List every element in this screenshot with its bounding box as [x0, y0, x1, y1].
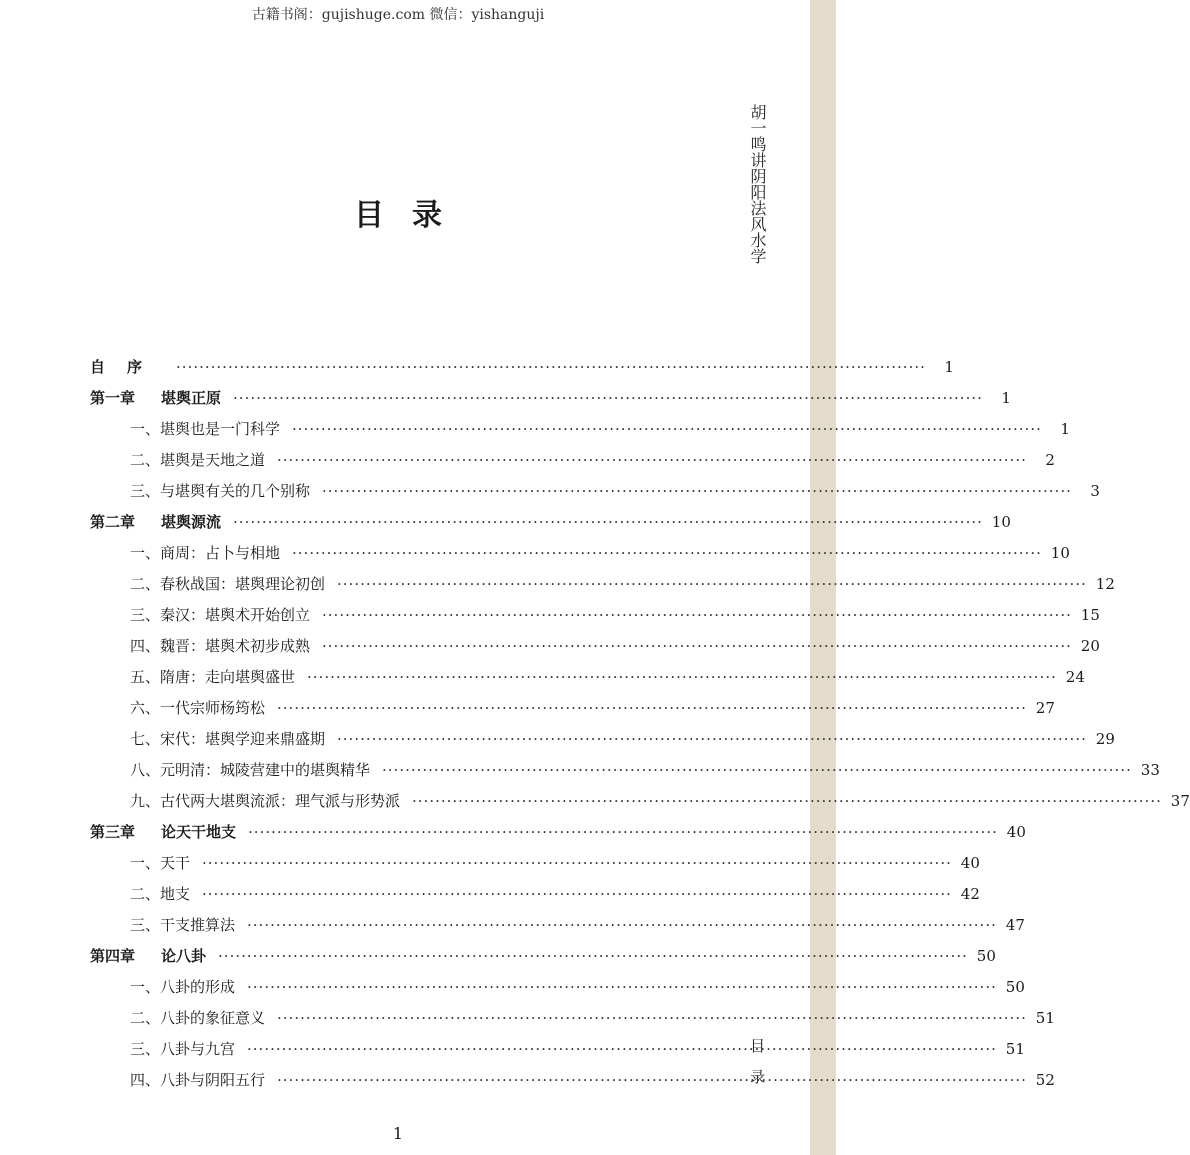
toc-page-number: 52: [1035, 1071, 1055, 1089]
toc-page-number: 40: [1006, 823, 1026, 841]
toc-entry-title: 三、干支推算法: [130, 916, 236, 934]
toc-leader-dots: ··································································································································: [292, 420, 1042, 438]
toc-entry-title: 第四章 论八卦: [90, 947, 207, 965]
toc-page-number: 50: [976, 947, 996, 965]
toc-leader-dots: ··································································································································: [218, 947, 968, 965]
toc-entry-title: 一、八卦的形成: [130, 978, 236, 996]
toc-section[interactable]: [90, 786, 1190, 817]
toc-leader-dots: ··································································································································: [277, 451, 1027, 469]
toc-page-number: 10: [1050, 544, 1070, 562]
toc-entry-title: 四、魏晋：堪舆术初步成熟: [130, 637, 311, 655]
toc-entry-title: 自序: [90, 358, 165, 376]
toc-leader-dots: ··································································································································: [247, 1040, 997, 1058]
toc-section[interactable]: [90, 755, 1160, 786]
toc-entry-title: 二、堪舆是天地之道: [130, 451, 266, 469]
toc-page-number: 27: [1035, 699, 1055, 717]
toc-leader-dots: ··································································································································: [322, 606, 1072, 624]
toc-leader-dots: ··································································································································: [248, 823, 998, 841]
toc-entry-title: 三、与堪舆有关的几个别称: [130, 482, 311, 500]
toc-section[interactable]: [90, 476, 1100, 507]
toc-page-number: 51: [1005, 1040, 1025, 1058]
toc-leader-dots: ··································································································································: [292, 544, 1042, 562]
toc-page-number: 42: [960, 885, 980, 903]
toc-chapter-1[interactable]: [90, 383, 1011, 414]
toc-entry-title: 一、天干: [130, 854, 191, 872]
toc-page-number: 12: [1095, 575, 1115, 593]
toc-section[interactable]: [90, 724, 1115, 755]
toc-leader-dots: ··································································································································: [322, 637, 1072, 655]
toc-leader-dots: ··································································································································: [337, 730, 1087, 748]
toc-section[interactable]: [90, 910, 1025, 941]
toc-entry-title: 一、堪舆也是一门科学: [130, 420, 281, 438]
toc-chapter-4[interactable]: [90, 941, 996, 972]
toc-page-number: 37: [1170, 792, 1190, 810]
toc-leader-dots: ··································································································································: [322, 482, 1072, 500]
toc-chapter-2[interactable]: [90, 507, 1011, 538]
toc-leader-dots: ··································································································································: [382, 761, 1132, 779]
toc-page-number: 24: [1065, 668, 1085, 686]
toc-page-number: 33: [1140, 761, 1160, 779]
toc-section[interactable]: [90, 631, 1100, 662]
toc-page-number: 47: [1005, 916, 1025, 934]
toc-entry-title: 二、地支: [130, 885, 191, 903]
book-title-vertical: 胡一鸣讲阴阳法风水学: [748, 104, 767, 264]
toc-page-number: 1: [1001, 389, 1011, 407]
toc-entry-title: 第三章 论天干地支: [90, 823, 237, 841]
toc-section[interactable]: [90, 445, 1055, 476]
toc-entry-title: 第一章 堪舆正原: [90, 389, 222, 407]
toc-page-number: 50: [1005, 978, 1025, 996]
section-label-vertical: 目录: [748, 1038, 766, 1100]
toc-section[interactable]: [90, 972, 1025, 1003]
toc-leader-dots: ··································································································································: [277, 1071, 1027, 1089]
toc-entry-title: 五、隋唐：走向堪舆盛世: [130, 668, 296, 686]
toc-entry-title: 二、八卦的象征意义: [130, 1009, 266, 1027]
toc-section[interactable]: [90, 662, 1085, 693]
toc-entry-title: 七、宋代：堪舆学迎来鼎盛期: [130, 730, 326, 748]
toc-entry-title: 四、八卦与阴阳五行: [130, 1071, 266, 1089]
toc-entry-title: 九、古代两大堪舆流派：理气派与形势派: [130, 792, 401, 810]
toc-leader-dots: ··································································································································: [307, 668, 1057, 686]
toc-page-number: 3: [1090, 482, 1100, 500]
toc-section[interactable]: [90, 848, 980, 879]
page-number: 1: [392, 1124, 404, 1143]
toc-entry-title: 三、秦汉：堪舆术开始创立: [130, 606, 311, 624]
toc-page-number: 15: [1080, 606, 1100, 624]
toc-leader-dots: ··································································································································: [337, 575, 1087, 593]
toc-page-number: 51: [1035, 1009, 1055, 1027]
toc-page-number: 29: [1095, 730, 1115, 748]
toc-section[interactable]: [90, 569, 1115, 600]
toc-chapter-3[interactable]: [90, 817, 1026, 848]
toc-leader-dots: ··································································································································: [202, 885, 952, 903]
toc-entry-title: 三、八卦与九宫: [130, 1040, 236, 1058]
toc-leader-dots: ··································································································································: [176, 358, 926, 376]
toc-section[interactable]: [90, 879, 980, 910]
toc-entry-title: 六、一代宗师杨筠松: [130, 699, 266, 717]
toc-leader-dots: ··································································································································: [247, 978, 997, 996]
toc-section[interactable]: [90, 600, 1100, 631]
toc-leader-dots: ··································································································································: [277, 699, 1027, 717]
toc-entry-title: 八、元明清：城陵营建中的堪舆精华: [130, 761, 371, 779]
toc-leader-dots: ··································································································································: [202, 854, 952, 872]
toc-section[interactable]: [90, 693, 1055, 724]
toc-section[interactable]: [90, 1034, 1025, 1065]
page-title: 目录: [354, 198, 470, 233]
toc-page-number: 2: [1045, 451, 1055, 469]
toc-leader-dots: ··································································································································: [247, 916, 997, 934]
toc-page-number: 20: [1080, 637, 1100, 655]
toc-page-number: 1: [944, 358, 954, 376]
toc-entry-title: 一、商周：占卜与相地: [130, 544, 281, 562]
toc-section[interactable]: [90, 1003, 1055, 1034]
watermark: 古籍书阁：gujishuge.com 微信：yishanguji: [251, 7, 545, 23]
toc-page-number: 40: [960, 854, 980, 872]
toc-section[interactable]: [90, 538, 1070, 569]
toc-page-number: 10: [991, 513, 1011, 531]
toc-page-number: 1: [1060, 420, 1070, 438]
toc-leader-dots: ··································································································································: [233, 513, 983, 531]
toc-leader-dots: ··································································································································: [233, 389, 983, 407]
toc-leader-dots: ··································································································································: [277, 1009, 1027, 1027]
toc-entry-title: 第二章 堪舆源流: [90, 513, 222, 531]
toc-leader-dots: ··································································································································: [412, 792, 1162, 810]
toc-entry-title: 二、春秋战国：堪舆理论初创: [130, 575, 326, 593]
toc-entry-preface[interactable]: [90, 352, 954, 383]
toc-section[interactable]: [90, 414, 1070, 445]
